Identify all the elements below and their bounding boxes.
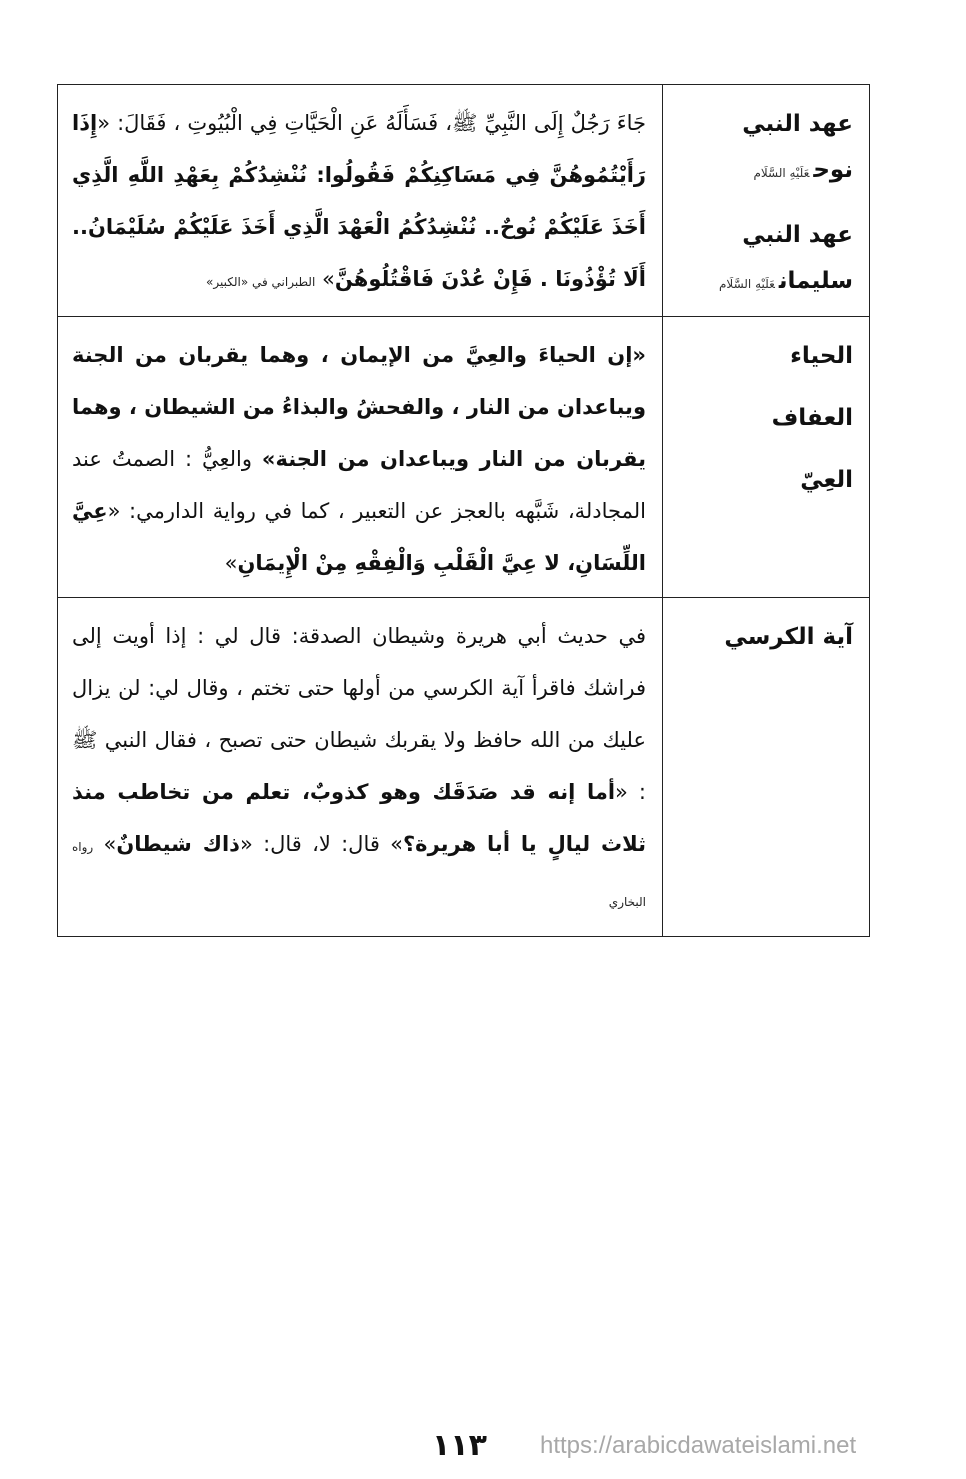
row-label: العِيّ <box>800 467 853 493</box>
label-cell <box>663 598 870 937</box>
page-number: ١١٣ <box>432 1428 487 1463</box>
hadith-text: جَاءَ رَجُلٌ إِلَى النَّبِيِّ ﷺ، فَسَأَلَهُ عَنِ الْحَيَّاتِ فِي الْبُيُوتِ ، فَقَالَ: «إِذَا رَأَيْتُمُوهُنَّ فِي مَسَاكِنِكُمْ فَقُولُوا: نُنْشِدُكُمْ بِعَهْدِ اللَّهِ الَّذِي أَخَذَ عَلَيْكُمْ نُوحٌ.. نُنْشِدُكُمُ الْعَهْدَ الَّذِي أَخَذَ عَلَيْكُمْ سُلَيْمَانُ.. أَلَا تُؤْذُونَا . فَإِنْ عُدْنَ فَاقْتُلُوهُنَّ» الطبراني في «الكبير» <box>72 111 646 291</box>
row-label: عهد النبي <box>742 111 853 137</box>
source-citation: رواه البخاري <box>72 840 646 909</box>
row-label: العفاف <box>771 405 853 431</box>
honorific-text: عَلَيْهِ السَّلَام <box>718 277 775 291</box>
content-table <box>57 84 870 937</box>
page-footer <box>0 1428 966 1468</box>
hadith-cell <box>58 598 663 937</box>
row-label: الحياء <box>790 343 853 369</box>
label-cell <box>663 85 870 317</box>
row-label: آية الكرسي <box>724 624 853 650</box>
table-row <box>58 317 870 598</box>
website-link[interactable]: https://arabicdawateislami.net <box>540 1432 857 1459</box>
hadith-text: «إن الحياءَ والعِيَّ من الإيمان ، وهما يقربان من الجنة ويباعدان من النار ، والفحشُ والبذاءُ من الشيطان ، وهما يقربان من النار ويباعدان من الجنة» والعِيُّ : الصمتُ عند المجادلة، شَبَّهه بالعجز عن التعبير ، كما في رواية الدارمي: «عِيَّ اللِّسَانِ، لا عِيَّ الْقَلْبِ وَالْفِقْهِ مِنْ الْإِيمَانِ» <box>72 343 647 575</box>
table-row <box>58 85 870 317</box>
row-label: نوحعَلَيْهِ السَّلَام <box>753 157 853 183</box>
source-citation: الطبراني في «الكبير» <box>206 275 316 289</box>
hadith-text: في حديث أبي هريرة وشيطان الصدقة: قال لي : إذا أويت إلى فراشك فاقرأ آية الكرسي من أولها حتى تختم ، وقال لي: لن يزال عليك من الله حافظ ولا يقربك شيطان حتى تصبح ، فقال النبي ﷺ : «أما إنه قد صَدَقَك وهو كذوبٌ، تعلم من تخاطب منذ ثلاث ليالٍ يا أبا هريرة؟» قال: لا، قال: «ذاك شيطانٌ» رواه البخاري <box>72 624 646 909</box>
honorific-text: عَلَيْهِ السَّلَام <box>753 166 810 180</box>
row-label: سليمانعَلَيْهِ السَّلَام <box>718 268 853 294</box>
hadith-cell <box>58 85 663 317</box>
table-row <box>58 598 870 937</box>
hadith-cell <box>58 317 663 598</box>
row-label: عهد النبي <box>742 222 853 248</box>
label-cell <box>663 317 870 598</box>
